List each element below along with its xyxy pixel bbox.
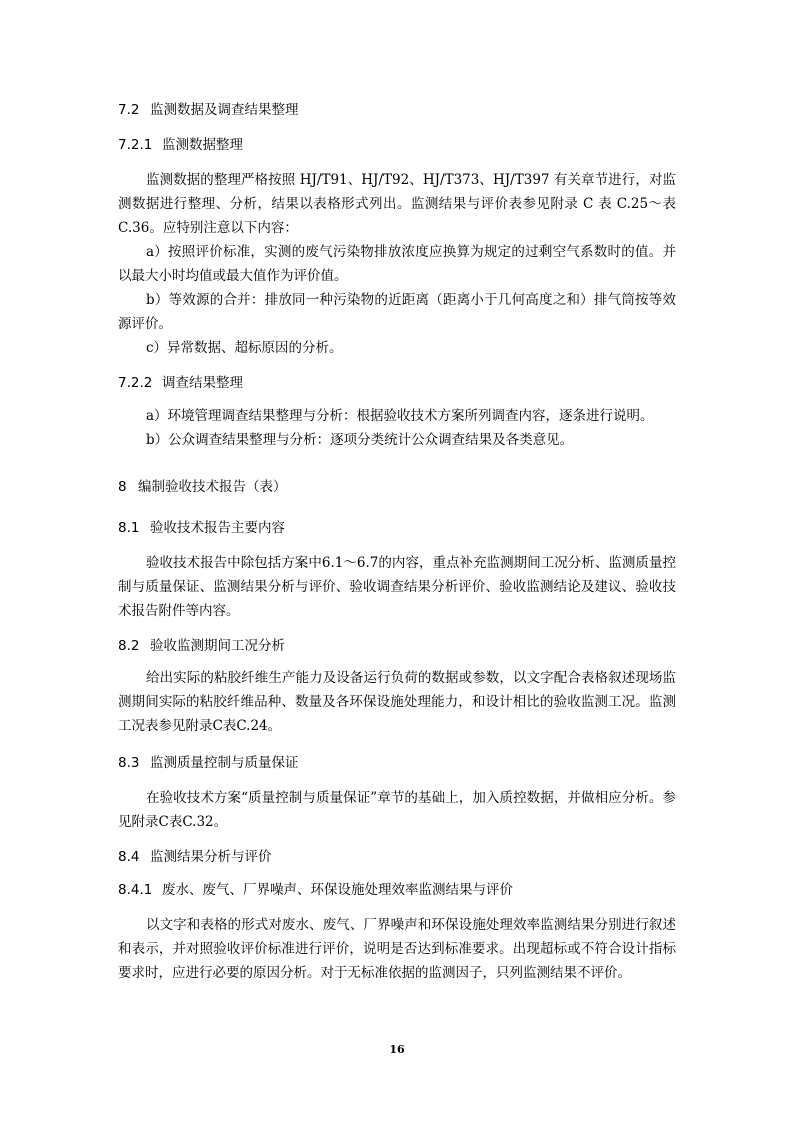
section-number: 7.2.1 bbox=[118, 137, 153, 153]
section-title: 验收监测期间工况分析 bbox=[150, 638, 285, 654]
list-item-722b: b）公众调查结果整理与分析：逐项分类统计公众调查结果及各类意见。 bbox=[146, 432, 574, 448]
heading-8-1 bbox=[118, 519, 285, 537]
heading-8-4-1 bbox=[118, 881, 513, 899]
section-title: 验收技术报告主要内容 bbox=[150, 520, 285, 536]
heading-7-2 bbox=[118, 101, 299, 119]
section-number: 7.2 bbox=[118, 102, 140, 118]
section-number: 8.2 bbox=[118, 638, 140, 654]
heading-7-2-2 bbox=[118, 374, 243, 392]
section-number: 8.1 bbox=[118, 520, 140, 536]
paragraph-7-2-1: 监测数据的整理严格按照 HJ/T91、HJ/T92、HJ/T373、HJ/T397 有关章节进行，对监测数据进行整理、分析，结果以表格形式列出。监测结果与评价表参见附录 C 表 C.25～表 C.36。应特别注意以下内容： bbox=[118, 172, 676, 236]
section-title: 监测数据整理 bbox=[162, 137, 243, 153]
list-item-c: c）异常数据、超标原因的分析。 bbox=[146, 340, 343, 356]
paragraph-8-3: 在验收技术方案“质量控制与质量保证”章节的基础上，加入质控数据，并做相应分析。参见附录C表C.32。 bbox=[118, 790, 676, 830]
paragraph-8-4-1: 以文字和表格的形式对废水、废气、厂界噪声和环保设施处理效率监测结果分别进行叙述和表示，并对照验收评价标准进行评价，说明是否达到标准要求。出现超标或不符合设计指标要求时，应进行必要的原因分析。对于无标准依据的监测因子，只列监测结果不评价。 bbox=[118, 917, 676, 981]
section-title: 监测结果分析与评价 bbox=[150, 849, 272, 865]
section-title: 废水、废气、厂界噪声、环保设施处理效率监测结果与评价 bbox=[162, 882, 513, 898]
section-number: 7.2.2 bbox=[118, 375, 153, 391]
list-item-b: b）等效源的合并：排放同一种污染物的近距离（距离小于几何高度之和）排气筒按等效源评价。 bbox=[118, 292, 676, 332]
heading-8 bbox=[118, 478, 287, 496]
section-title: 监测数据及调查结果整理 bbox=[150, 102, 299, 118]
section-title: 编制验收技术报告（表） bbox=[138, 479, 287, 495]
section-number: 8.4 bbox=[118, 849, 140, 865]
heading-7-2-1 bbox=[118, 136, 243, 154]
section-number: 8.4.1 bbox=[118, 882, 153, 898]
paragraph-8-1: 验收技术报告中除包括方案中6.1～6.7的内容，重点补充监测期间工况分析、监测质量控制与质量保证、监测结果分析与评价、验收调查结果分析评价、验收监测结论及建议、验收技术报告附件等内容。 bbox=[118, 555, 676, 619]
section-number: 8 bbox=[118, 479, 127, 495]
heading-8-4 bbox=[118, 848, 272, 866]
heading-8-3 bbox=[118, 754, 299, 772]
list-item-a: a）按照评价标准，实测的废气污染物排放浓度应换算为规定的过剩空气系数时的值。并以最大小时均值或最大值作为评价值。 bbox=[118, 244, 676, 284]
section-title: 调查结果整理 bbox=[162, 375, 243, 391]
section-number: 8.3 bbox=[118, 755, 140, 771]
paragraph-8-2: 给出实际的粘胶纤维生产能力及设备运行负荷的数据或参数，以文字配合表格叙述现场监测期间实际的粘胶纤维品种、数量及各环保设施处理能力，和设计相比的验收监测工况。监测工况表参见附录C表C.24。 bbox=[118, 670, 676, 734]
heading-8-2 bbox=[118, 637, 285, 655]
section-title: 监测质量控制与质量保证 bbox=[150, 755, 299, 771]
list-item-722a: a）环境管理调查结果整理与分析：根据验收技术方案所列调查内容，逐条进行说明。 bbox=[146, 408, 654, 424]
page-number: 16 bbox=[389, 1043, 405, 1056]
